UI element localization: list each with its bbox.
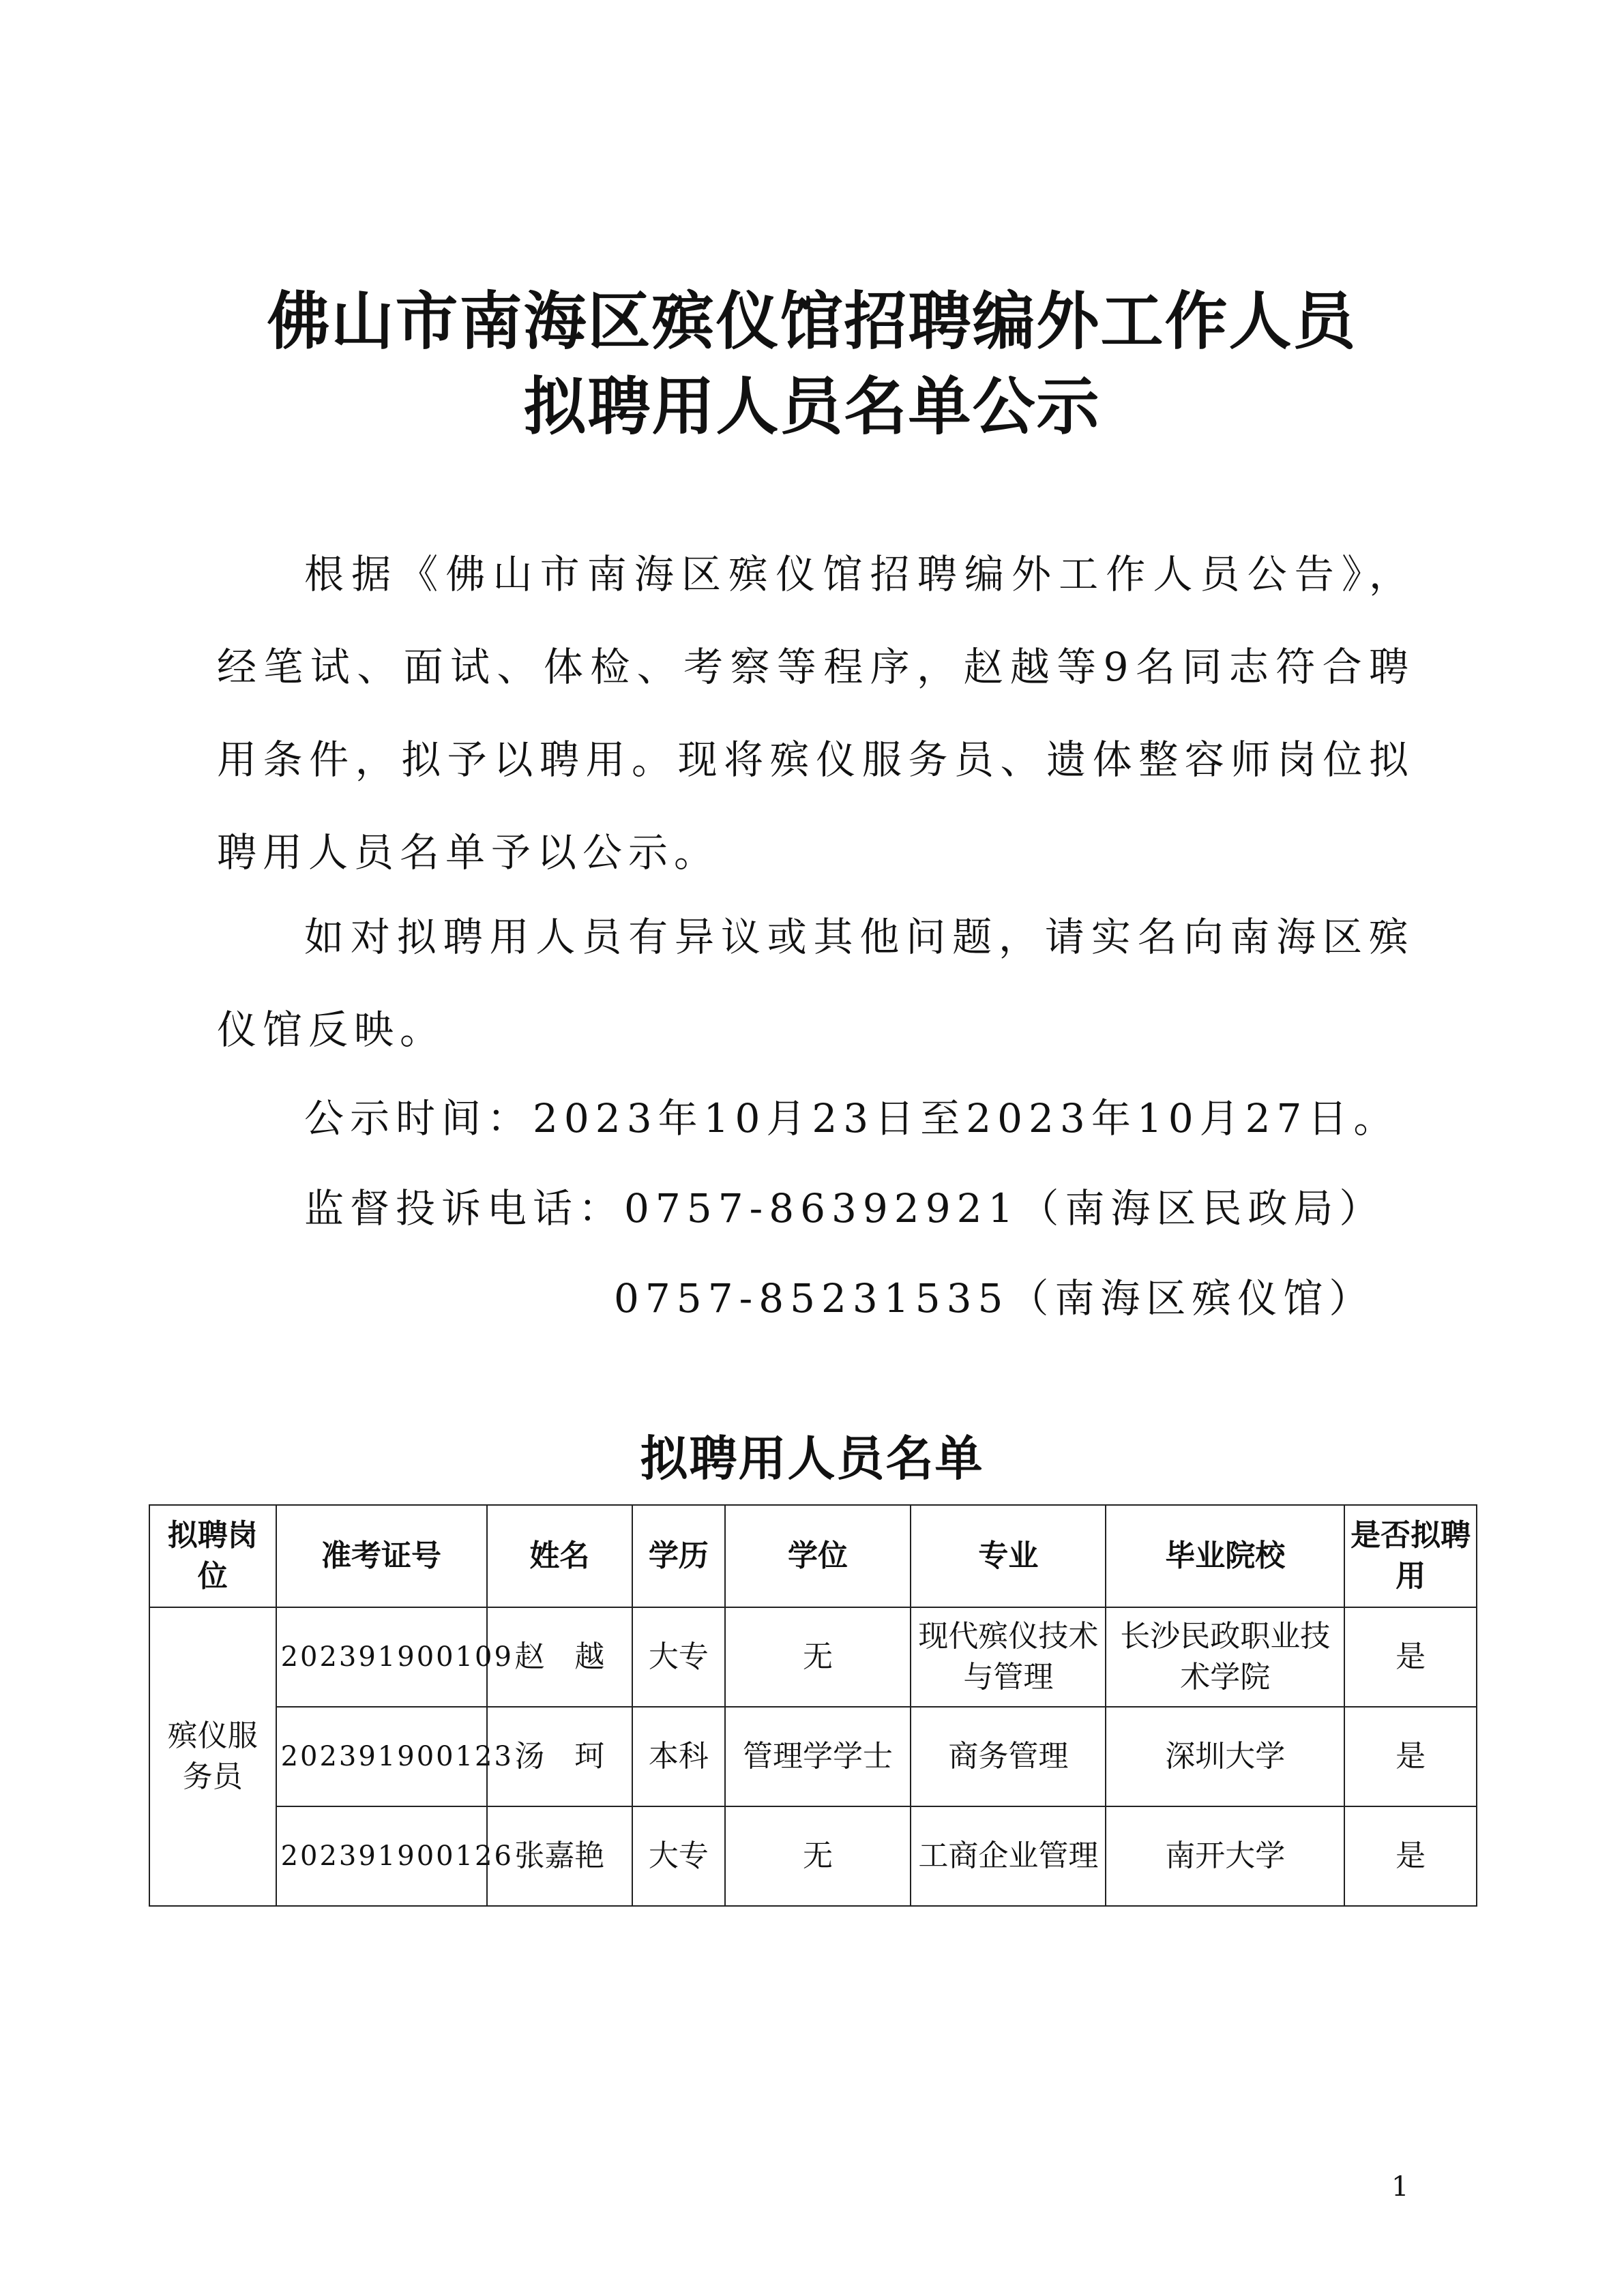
education-cell: 大专	[632, 1806, 724, 1906]
school-cell: 南开大学	[1106, 1806, 1344, 1906]
name-cell: 赵 越	[487, 1607, 633, 1707]
major-cell: 现代殡仪技术与管理	[911, 1607, 1106, 1707]
hired-cell: 是	[1344, 1806, 1477, 1906]
list-title: 拟聘用人员名单	[640, 1431, 984, 1487]
table-header-row	[149, 1505, 1477, 1607]
table-row	[149, 1607, 1477, 1707]
page-number: 1	[1391, 2171, 1409, 2203]
header-education: 学历	[632, 1505, 724, 1607]
body-paragraph-2: 如对拟聘用人员有异议或其他问题，请实名向南海区殡仪馆反映。	[217, 914, 1415, 1053]
header-degree: 学位	[725, 1505, 911, 1607]
header-major: 专业	[911, 1505, 1106, 1607]
name-cell: 张嘉艳	[487, 1806, 633, 1906]
title-line-1: 佛山市南海区殡仪馆招聘编外工作人员	[267, 285, 1357, 358]
name-cell: 汤 珂	[487, 1707, 633, 1806]
school-cell: 深圳大学	[1106, 1707, 1344, 1806]
table-row	[149, 1707, 1477, 1806]
school-cell: 长沙民政职业技术学院	[1106, 1607, 1344, 1707]
complaint-phone-1: 监督投诉电话：0757-86392921（南海区民政局）	[304, 1185, 1385, 1232]
degree-cell: 管理学学士	[725, 1707, 911, 1806]
exam-number-cell: 202391900109	[276, 1607, 487, 1707]
title-line-2: 拟聘用人员名单公示	[523, 370, 1101, 443]
announcement-period: 公示时间：2023年10月23日至2023年10月27日。	[304, 1095, 1400, 1142]
hire-list-table	[149, 1504, 1477, 1907]
degree-cell: 无	[725, 1806, 911, 1906]
table-row	[149, 1806, 1477, 1906]
header-name: 姓名	[487, 1505, 633, 1607]
hired-cell: 是	[1344, 1607, 1477, 1707]
exam-number-cell: 202391900123	[276, 1707, 487, 1806]
education-cell: 本科	[632, 1707, 724, 1806]
header-school: 毕业院校	[1106, 1505, 1344, 1607]
header-hired: 是否拟聘用	[1344, 1505, 1477, 1607]
hired-cell: 是	[1344, 1707, 1477, 1806]
position-cell: 殡仪服务员	[149, 1607, 276, 1906]
body-paragraph-1: 根据《佛山市南海区殡仪馆招聘编外工作人员公告》，经笔试、面试、体检、考察等程序，赵越等9名同志符合聘用条件，拟予以聘用。现将殡仪服务员、遗体整容师岗位拟聘用人员名单予以公示。	[217, 551, 1415, 876]
complaint-phone-2: 0757-85231535（南海区殡仪馆）	[614, 1275, 1375, 1322]
exam-number-cell: 202391900126	[276, 1806, 487, 1906]
header-exam-number: 准考证号	[276, 1505, 487, 1607]
major-cell: 商务管理	[911, 1707, 1106, 1806]
education-cell: 大专	[632, 1607, 724, 1707]
degree-cell: 无	[725, 1607, 911, 1707]
header-position: 拟聘岗位	[149, 1505, 276, 1607]
major-cell: 工商企业管理	[911, 1806, 1106, 1906]
